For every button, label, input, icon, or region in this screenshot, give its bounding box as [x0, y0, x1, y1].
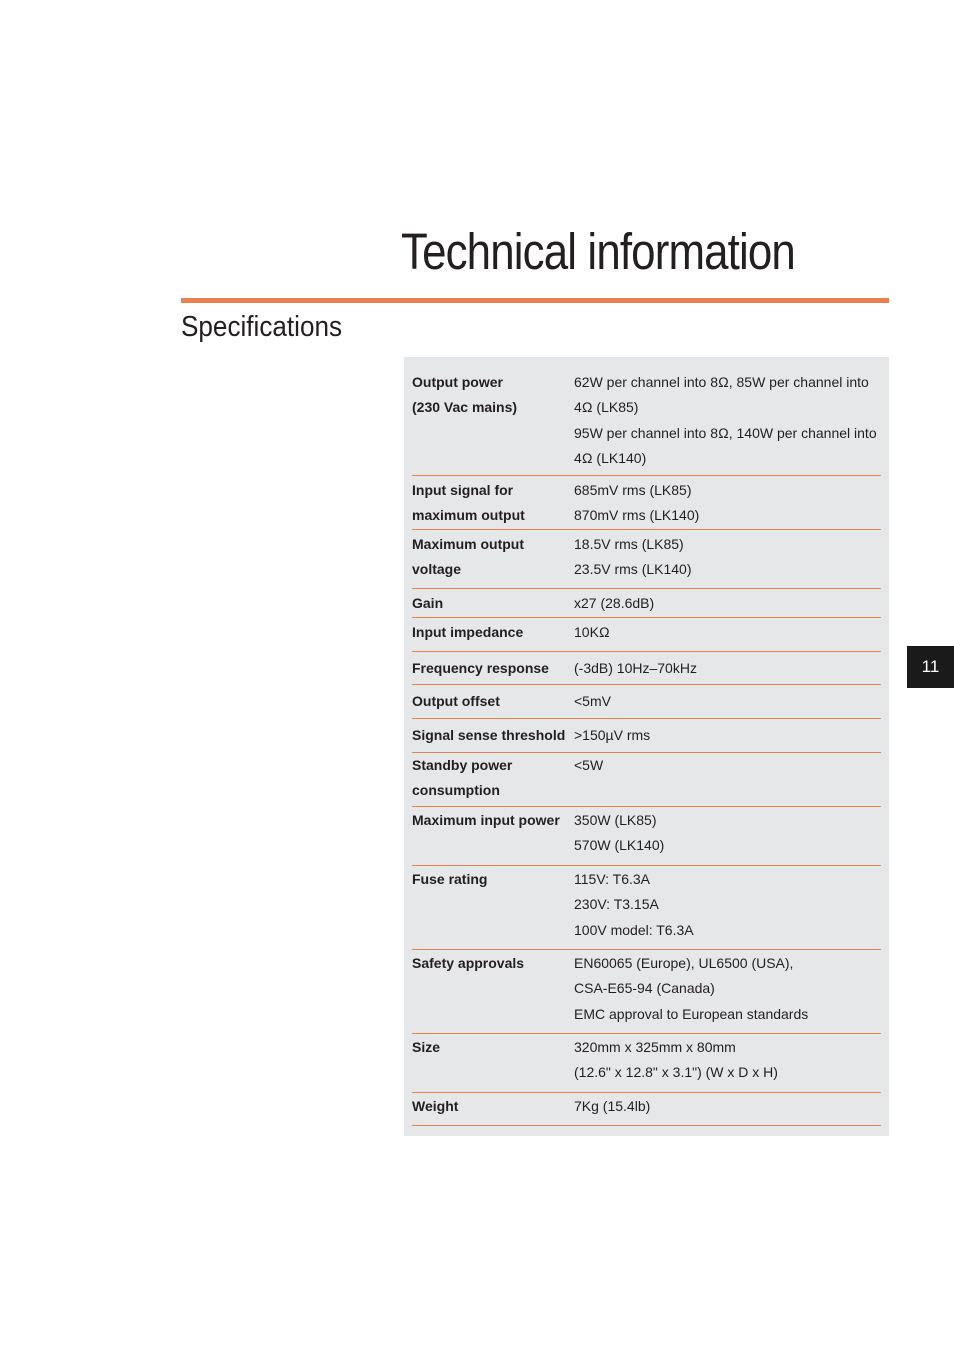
spec-value	[574, 808, 881, 865]
spec-label-line: Maximum input power	[412, 812, 560, 828]
spec-label-line: Standby power	[412, 757, 513, 773]
spec-row	[412, 652, 881, 685]
spec-label	[412, 620, 574, 651]
spec-label-line: Maximum output	[412, 536, 524, 552]
spec-table	[412, 367, 881, 1126]
spec-label-line: Output power	[412, 374, 503, 390]
spec-value-line: CSA-E65-94 (Canada)	[574, 980, 715, 997]
spec-value-line: EN60065 (Europe), UL6500 (USA),	[574, 955, 794, 971]
spec-label-line: maximum output	[412, 507, 525, 524]
spec-value-line: >150µV rms	[574, 727, 651, 743]
spec-value-line: <5mV	[574, 693, 611, 709]
spec-value	[574, 867, 881, 949]
spec-label-line: Signal sense threshold	[412, 727, 566, 743]
spec-row	[412, 476, 881, 530]
spec-label	[412, 370, 574, 475]
spec-row	[412, 1093, 881, 1126]
section-heading: Specifications	[181, 311, 343, 343]
spec-value	[574, 532, 881, 588]
spec-value-line: 18.5V rms (LK85)	[574, 536, 684, 552]
spec-row	[412, 719, 881, 753]
spec-label	[412, 723, 574, 752]
spec-label	[412, 1035, 574, 1092]
spec-label-line: Input impedance	[412, 624, 524, 640]
spec-value-line: 95W per channel into 8Ω, 140W per channel into 4Ω (LK140)	[574, 424, 877, 466]
spec-value-line: 320mm x 325mm x 80mm	[574, 1039, 736, 1055]
spec-label	[412, 478, 574, 529]
page-title: Technical information	[401, 223, 795, 280]
spec-row	[412, 530, 881, 589]
spec-row	[412, 807, 881, 866]
page-number-tab: 11	[907, 646, 954, 688]
spec-label	[412, 656, 574, 684]
spec-value-line: 10KΩ	[574, 624, 610, 640]
spec-value	[574, 478, 881, 529]
spec-value-line: EMC approval to European standards	[574, 1005, 809, 1022]
spec-label-line: Gain	[412, 595, 444, 611]
spec-label	[412, 951, 574, 1033]
spec-value-line: 230V: T3.15A	[574, 896, 659, 913]
spec-value	[574, 753, 881, 806]
spec-label-line: Fuse rating	[412, 871, 488, 887]
spec-value-line: (12.6" x 12.8" x 3.1") (W x D x H)	[574, 1064, 778, 1081]
spec-value-line: x27 (28.6dB)	[574, 595, 655, 611]
spec-label	[412, 532, 574, 588]
spec-label	[412, 753, 574, 806]
spec-value	[574, 1035, 881, 1092]
spec-value	[574, 370, 881, 475]
spec-value	[574, 591, 881, 617]
spec-label	[412, 689, 574, 718]
spec-label	[412, 867, 574, 949]
spec-value-line: (-3dB) 10Hz–70kHz	[574, 660, 697, 676]
spec-row	[412, 685, 881, 719]
spec-value-line: <5W	[574, 757, 604, 773]
spec-value	[574, 951, 881, 1033]
spec-value-line: 350W (LK85)	[574, 812, 657, 828]
spec-label-line: consumption	[412, 782, 500, 799]
spec-label-line: Output offset	[412, 693, 500, 709]
spec-label-line: Safety approvals	[412, 955, 525, 971]
spec-value-line: 7Kg (15.4lb)	[574, 1098, 651, 1114]
spec-row	[412, 1034, 881, 1093]
spec-value-line: 115V: T6.3A	[574, 871, 651, 887]
spec-value-line: 570W (LK140)	[574, 837, 665, 854]
spec-value	[574, 689, 881, 718]
spec-value-line: 870mV rms (LK140)	[574, 507, 700, 524]
title-rule	[181, 298, 889, 303]
spec-label	[412, 1094, 574, 1125]
spec-label-line: Size	[412, 1039, 441, 1055]
spec-panel	[404, 357, 889, 1136]
spec-label-line: Frequency response	[412, 660, 549, 676]
spec-value	[574, 1094, 881, 1125]
spec-row	[412, 950, 881, 1034]
spec-row	[412, 866, 881, 950]
spec-label-line: Input signal for	[412, 482, 514, 498]
spec-label	[412, 591, 574, 617]
spec-label-line: (230 Vac mains)	[412, 399, 518, 416]
spec-row	[412, 618, 881, 652]
spec-value	[574, 723, 881, 752]
spec-row	[412, 589, 881, 618]
spec-label	[412, 808, 574, 865]
spec-label-line: voltage	[412, 561, 462, 578]
spec-value	[574, 656, 881, 684]
spec-label-line: Weight	[412, 1098, 459, 1114]
spec-value-line: 100V model: T6.3A	[574, 921, 694, 938]
spec-row	[412, 753, 881, 807]
spec-value-line: 685mV rms (LK85)	[574, 482, 692, 498]
spec-value-line: 23.5V rms (LK140)	[574, 561, 692, 578]
spec-row	[412, 367, 881, 476]
spec-value	[574, 620, 881, 651]
spec-value-line: 62W per channel into 8Ω, 85W per channel into 4Ω (LK85)	[574, 374, 869, 416]
